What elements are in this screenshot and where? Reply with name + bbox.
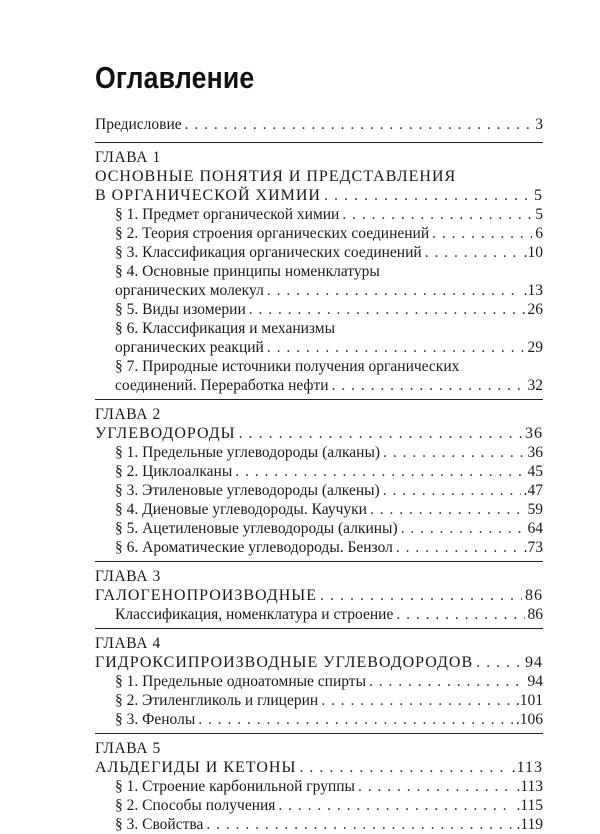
- toc-entry[interactable]: [95, 481, 543, 500]
- toc-entry-line: [115, 691, 543, 710]
- chapter-label: ГЛАВА 4: [95, 635, 161, 652]
- dot-leader: [369, 672, 525, 691]
- toc-entry-line: [115, 710, 543, 729]
- chapter-title[interactable]: [95, 424, 543, 443]
- dot-leader: [267, 338, 525, 357]
- toc-entry[interactable]: [95, 357, 543, 395]
- page-number: .13: [523, 282, 543, 299]
- dot-leader: [332, 376, 525, 395]
- chapter-title[interactable]: [95, 758, 543, 777]
- toc-entry[interactable]: [95, 205, 543, 224]
- chapter-divider: [95, 733, 543, 734]
- page-title: Оглавление: [95, 60, 255, 95]
- toc-entry-line: [115, 443, 543, 462]
- toc-entry[interactable]: [95, 262, 543, 300]
- dot-leader: [198, 710, 513, 729]
- toc-entry[interactable]: [95, 500, 543, 519]
- toc-entry-text: § 3. Свойства: [115, 816, 204, 833]
- toc-entry-text: § 2. Теория строения органических соединений: [115, 225, 430, 242]
- toc-entry-line: [115, 243, 543, 262]
- toc-entry-text: § 4. Диеновые углеводороды. Каучуки: [115, 501, 367, 518]
- toc-entry-line: [115, 300, 543, 319]
- dot-leader: [358, 777, 513, 796]
- page-number: .47: [523, 482, 543, 499]
- toc-entry-text: § 5. Виды изомерии: [115, 301, 246, 318]
- chapter-label: ГЛАВА 2: [95, 406, 161, 423]
- toc-entry[interactable]: [95, 815, 543, 834]
- dot-leader: [278, 796, 513, 815]
- dot-leader: [383, 443, 524, 462]
- page-number: 3: [535, 116, 543, 133]
- dot-leader: [476, 653, 522, 672]
- page-number: 5: [534, 187, 543, 204]
- toc-entry[interactable]: [95, 300, 543, 319]
- dot-leader: [425, 243, 521, 262]
- toc-entry-text: § 6. Классификация и механизмы: [115, 320, 336, 337]
- dot-leader: [370, 500, 525, 519]
- chapter-divider: [95, 142, 543, 143]
- chapter-title-text: АЛЬДЕГИДЫ И КЕТОНЫ: [95, 759, 297, 776]
- page-number: .106: [515, 711, 543, 728]
- toc-entry-text: § 2. Способы получения: [115, 797, 276, 814]
- entry-text: Предисловие: [95, 116, 182, 133]
- page-number: 94: [527, 673, 543, 690]
- chapter-divider: [95, 399, 543, 400]
- toc-entry-line: [115, 605, 543, 624]
- toc-entry-text: органических молекул: [115, 282, 264, 299]
- toc-entry[interactable]: [95, 777, 543, 796]
- toc-entry[interactable]: [95, 443, 543, 462]
- toc-entry-line: [115, 224, 543, 243]
- toc-entry[interactable]: [95, 243, 543, 262]
- page-number: 36: [525, 425, 543, 442]
- page-number: 59: [527, 501, 543, 518]
- chapter-title-text: ГИДРОКСИПРОИЗВОДНЫЕ УГЛЕВОДОРОДОВ: [95, 654, 474, 671]
- page-number: .73: [523, 539, 543, 556]
- toc-entry-text: § 1. Предельные одноатомные спирты: [115, 673, 366, 690]
- dot-leader: [239, 424, 522, 443]
- page-number: 26: [527, 301, 543, 318]
- page-number: 86: [527, 606, 543, 623]
- toc-entry-text: § 2. Циклоалканы: [115, 463, 233, 480]
- toc-entry-line: [115, 462, 543, 481]
- chapter-label: ГЛАВА 3: [95, 568, 161, 585]
- toc-entry-text: § 3. Фенолы: [115, 711, 196, 728]
- chapter-title[interactable]: [95, 586, 543, 605]
- toc-entry-line: [115, 338, 543, 357]
- toc-entry-line: [115, 815, 543, 834]
- toc-entry-text: органических реакций: [115, 339, 264, 356]
- toc-entry[interactable]: [95, 519, 543, 538]
- page-number: .113: [511, 759, 543, 776]
- chapter-title-line: [95, 653, 543, 672]
- page-number: 5: [535, 206, 543, 223]
- toc-entry-text: § 5. Ацетиленовые углеводороды (алкины): [115, 520, 398, 537]
- dot-leader: [383, 481, 521, 500]
- chapter-divider: [95, 628, 543, 629]
- page-number: 64: [527, 520, 543, 537]
- toc-entry-text: § 4. Основные принципы номенклатуры: [115, 263, 380, 280]
- dot-leader: [396, 605, 524, 624]
- chapter-title-text: УГЛЕВОДОРОДЫ: [95, 425, 236, 442]
- page-number: 94: [525, 654, 543, 671]
- toc-entry[interactable]: [95, 691, 543, 710]
- chapter-label: ГЛАВА 1: [95, 149, 161, 166]
- dot-leader: [401, 519, 525, 538]
- toc-entry[interactable]: [95, 538, 543, 557]
- chapter-title-line: [95, 186, 543, 205]
- toc-entry[interactable]: [95, 605, 543, 624]
- toc-entry-preface[interactable]: [95, 115, 543, 134]
- dot-leader: [206, 815, 513, 834]
- chapter-title-text: ГАЛОГЕНОПРОИЗВОДНЫЕ: [95, 587, 317, 604]
- toc-entry-text: соединений. Переработка нефти: [115, 377, 329, 394]
- toc-entry-text: § 3. Классификация органических соединений: [115, 244, 422, 261]
- dot-leader: [432, 224, 532, 243]
- toc-entry-line: [115, 519, 543, 538]
- toc-entry-line: [115, 205, 543, 224]
- toc-entry-line: [115, 538, 543, 557]
- page-number: .10: [523, 244, 543, 261]
- dot-leader: [342, 205, 532, 224]
- table-of-contents: [95, 115, 543, 834]
- page-number: .101: [515, 692, 543, 709]
- page-number: 36: [527, 444, 543, 461]
- toc-entry[interactable]: [95, 672, 543, 691]
- toc-entry[interactable]: [95, 224, 543, 243]
- dot-leader: [320, 586, 522, 605]
- toc-entry-line: [115, 500, 543, 519]
- toc-entry-text: § 1. Предмет органической химии: [115, 206, 340, 223]
- toc-entry-text: § 3. Этиленовые углеводороды (алкены): [115, 482, 380, 499]
- dot-leader: [235, 462, 524, 481]
- toc-entry-line: [115, 376, 543, 395]
- toc-entry[interactable]: [95, 462, 543, 481]
- page-number: .119: [516, 816, 543, 833]
- dot-leader: [249, 300, 525, 319]
- toc-entry-line: [115, 672, 543, 691]
- toc-entry[interactable]: [95, 319, 543, 357]
- page-number: .115: [516, 797, 543, 814]
- dot-leader: [185, 115, 533, 134]
- toc-entry-line: [115, 481, 543, 500]
- chapter-title-line: [95, 424, 543, 443]
- dot-leader: [324, 186, 531, 205]
- chapter-label: ГЛАВА 5: [95, 740, 161, 757]
- toc-entry-text: Классификация, номенклатура и строение: [115, 606, 394, 623]
- toc-entry-text: § 1. Строение карбонильной группы: [115, 778, 355, 795]
- chapter-title-text: В ОРГАНИЧЕСКОЙ ХИМИИ: [95, 187, 321, 204]
- chapter-title-text: ОСНОВНЫЕ ПОНЯТИЯ И ПРЕДСТАВЛЕНИЯ: [95, 168, 457, 185]
- chapter-title[interactable]: [95, 653, 543, 672]
- toc-entry[interactable]: [95, 796, 543, 815]
- page-number: 29: [527, 339, 543, 356]
- dot-leader: [396, 538, 521, 557]
- chapter-title-line: [95, 758, 543, 777]
- dot-leader: [299, 758, 508, 777]
- toc-entry-line: [115, 281, 543, 300]
- toc-entry-line: [115, 796, 543, 815]
- page-number: 6: [535, 225, 543, 242]
- toc-entry-text: § 6. Ароматические углеводороды. Бензол: [115, 539, 393, 556]
- chapter-title[interactable]: [95, 167, 543, 205]
- toc-entry[interactable]: [95, 710, 543, 729]
- page-number: 32: [527, 377, 543, 394]
- page-number: 86: [525, 587, 543, 604]
- toc-entry-line: [115, 777, 543, 796]
- toc-entry-text: § 1. Предельные углеводороды (алканы): [115, 444, 381, 461]
- chapter-divider: [95, 561, 543, 562]
- page-number: 45: [527, 463, 543, 480]
- page-number: .113: [516, 778, 543, 795]
- chapter-title-line: [95, 586, 543, 605]
- toc-entry-text: § 7. Природные источники получения органических: [115, 358, 460, 375]
- toc-entry-text: § 2. Этиленгликоль и глицерин: [115, 692, 319, 709]
- dot-leader: [321, 691, 513, 710]
- dot-leader: [267, 281, 521, 300]
